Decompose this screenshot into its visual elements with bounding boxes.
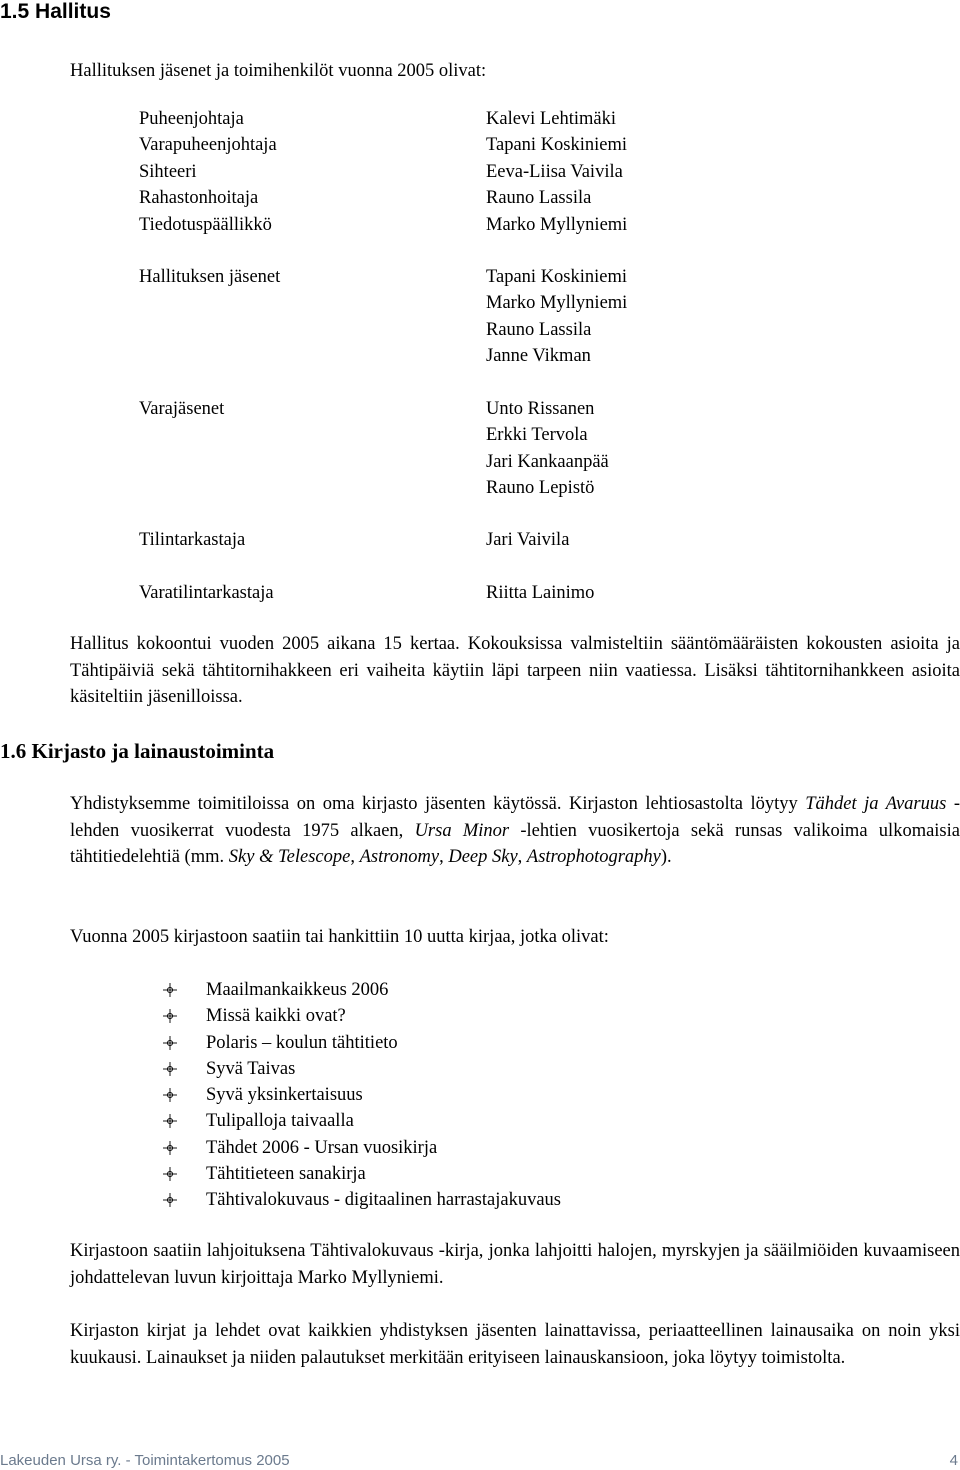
person-name: Janne Vikman [486,346,591,367]
person-name: Riitta Lainimo [486,583,595,603]
book-title: Polaris – koulun tähtitieto [206,1032,398,1053]
book-title: Tähdet 2006 - Ursan vuosikirja [206,1137,438,1158]
crosshair-bullet-icon [163,1141,177,1155]
magazine-title: Ursa Minor [414,820,510,841]
text-run: , [439,847,449,867]
person-name: Unto Rissanen [486,399,595,419]
book-title: Tähtivalokuvaus - digitaalinen harrastajakuvaus [206,1190,561,1211]
person-name: Erkki Tervola [486,425,588,446]
crosshair-bullet-icon [163,1088,177,1102]
book-title: Maailmankaikkeus 2006 [206,980,389,1000]
text-run: , [350,847,360,867]
book-title: Tähtitieteen sanakirja [206,1164,366,1185]
library-paragraph [70,791,960,871]
text-run: ). [660,847,672,867]
person-name: Marko Myllyniemi [486,293,628,314]
section-heading-hallitus: 1.5 Hallitus [0,0,111,23]
meetings-paragraph: Hallitus kokoontui vuoden 2005 aikana 15 kertaa. Kokouksissa valmisteltiin sääntömääräisten kokousten asioita ja Tähtipäiviä sekä tähtitornihakkeen eri vaiheita käytiin läpi tarpeen niin vaatiessa. Lisäksi tähtitornihankkeen asioita käsiteltiin jäsenilloissa. [70,634,960,707]
deputies-names [486,396,609,502]
person-name: Tapani Koskiniemi [486,267,628,287]
list-item [158,1003,561,1029]
book-list [158,977,561,1214]
person-name: Jari Kankaanpää [486,451,609,472]
book-title: Syvä Taivas [206,1058,296,1079]
auditor-role [139,527,245,553]
crosshair-bullet-icon [163,1009,177,1023]
books-intro: Vuonna 2005 kirjastoon saatiin tai hankittiin 10 uutta kirjaa, jotka olivat: [70,927,609,947]
deputy-auditor-name [486,580,594,606]
text-run: Yhdistyksemme toimitiloissa on oma kirjasto jäsenten käytössä. Kirjaston lehtiosastolta löytyy [70,794,806,814]
donation-paragraph: Kirjastoon saatiin lahjoituksena Tähtivalokuvaus -kirja, jonka lahjoitti halojen, myrskyjen ja sääilmiöiden kuvaamiseen johdattelevan luvun kirjoittaja Marko Myllyniemi. [70,1241,960,1288]
deputy-auditor-role [139,580,274,606]
magazine-title: Deep Sky [448,847,518,867]
board-intro: Hallituksen jäsenet ja toimihenkilöt vuonna 2005 olivat: [70,61,487,81]
role-label: Puheenjohtaja [139,109,244,129]
role-label: Rahastonhoitaja [139,188,259,209]
list-item [158,1030,561,1056]
role-label: Tilintarkastaja [139,530,246,550]
role-label: Varajäsenet [139,399,225,419]
list-item [158,1187,561,1213]
person-name: Tapani Koskiniemi [486,135,628,156]
board-names [486,264,627,370]
person-name: Kalevi Lehtimäki [486,109,616,129]
auditor-name [486,527,569,553]
crosshair-bullet-icon [163,1114,177,1128]
crosshair-bullet-icon [163,1167,177,1181]
deputies-role [139,396,224,422]
person-name: Jari Vaivila [486,530,570,550]
list-item [158,1082,561,1108]
text-run: -lehden vuosikerrat vuodesta 1975 alkaen, [70,794,960,841]
section-heading-kirjasto: 1.6 Kirjasto ja lainaustoiminta [0,739,275,763]
crosshair-bullet-icon [163,983,177,997]
footer-title: Lakeuden Ursa ry. - Toimintakertomus 2005 [0,1452,290,1469]
crosshair-bullet-icon [163,1193,177,1207]
list-item [158,977,561,1003]
person-name: Rauno Lepistö [486,478,595,499]
officer-roles [139,106,277,238]
magazine-title: Astrophotography [526,847,661,867]
person-name: Eeva-Liisa Vaivila [486,161,623,182]
list-item [158,1108,561,1134]
list-item [158,1161,561,1187]
book-title: Missä kaikki ovat? [206,1006,346,1027]
person-name: Rauno Lassila [486,188,592,209]
page-number: 4 [949,1452,958,1469]
magazine-title: Tähdet ja Avaruus [805,794,947,814]
role-label: Tiedotuspäällikkö [139,214,272,235]
lending-paragraph: Kirjaston kirjat ja lehdet ovat kaikkien yhdistyksen jäsenten lainattavissa, periaatteellinen lainausaika on noin yksi kuukausi. Lainaukset ja niiden palautukset merkitään erityiseen lainauskansioon, joka löytyy toimistolta. [70,1321,960,1368]
role-label: Varatilintarkastaja [139,583,274,603]
book-title: Tulipalloja taivaalla [206,1111,354,1132]
role-label: Varapuheenjohtaja [139,135,277,156]
list-item [158,1056,561,1082]
crosshair-bullet-icon [163,1062,177,1076]
officer-names [486,106,627,238]
list-item [158,1135,561,1161]
person-name: Marko Myllyniemi [486,214,628,235]
board-role [139,264,280,290]
person-name: Rauno Lassila [486,319,592,340]
magazine-title: Sky & Telescope [228,847,351,867]
crosshair-bullet-icon [163,1036,177,1050]
text-run: , [517,847,527,867]
book-title: Syvä yksinkertaisuus [206,1085,363,1106]
role-label: Hallituksen jäsenet [139,267,281,287]
text-run: -lehtien vuosikertoja sekä runsas valikoima ulkomaisia tähtitiedelehtiä (mm. [70,820,960,867]
magazine-title: Astronomy [359,847,440,867]
role-label: Sihteeri [139,161,197,182]
